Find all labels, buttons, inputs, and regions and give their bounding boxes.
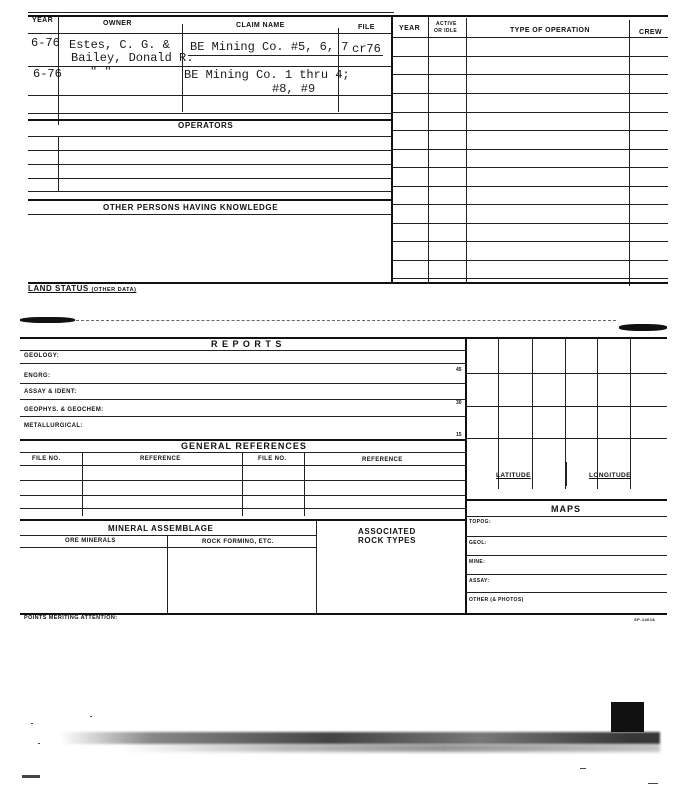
act-line-8 [392,186,668,187]
land-status-label-wrap [28,284,136,293]
grid-h1 [466,373,667,374]
report-num-45: 45 [456,367,462,373]
act-line-9 [392,204,668,205]
maps-geol: GEOL: [469,540,487,546]
report-engrg: ENGRG: [24,373,51,379]
claim-row-1-year: 6-76 [31,36,60,50]
genref-title: GENERAL REFERENCES [181,441,307,451]
report-metallurgical: METALLURGICAL: [24,423,83,429]
ops-col [58,136,59,192]
scan-noise-band [60,732,660,744]
genref-line-2 [20,495,465,496]
grid-h2 [466,406,667,407]
claim-name-header: CLAIM NAME [236,22,285,29]
claim-row-2-owner: Bailey, Donald R. [71,51,194,65]
points-label: POINTS MERITING ATTENTION: [24,615,118,621]
maps-line-3 [466,574,667,575]
genref-line-3 [20,508,465,509]
col-owner-claim [182,24,183,112]
ops-line-5 [28,191,392,192]
maps-topog: TOPOG: [469,519,492,525]
act-line-5 [392,130,668,131]
noise-dot-3 [90,716,92,717]
grid-v2 [532,339,533,489]
top-rule [28,15,668,17]
act-line-0 [392,37,668,38]
grid-v1 [498,339,499,489]
claim-underline [188,55,383,56]
grid-h3 [466,438,667,439]
mineral-title: MINERAL ASSEMBLAGE [108,524,214,533]
other-persons-label: OTHER PERSONS HAVING KNOWLEDGE [103,203,279,212]
reports-title-line [20,350,465,351]
claims-line-2 [28,95,392,96]
noise-dot-1 [31,723,33,724]
ore-minerals-label: ORE MINERALS [65,538,116,544]
genref-col-fileno-2: FILE NO. [258,456,287,462]
claim-row-4-claim: #8, #9 [272,82,316,96]
activity-type-header: TYPE OF OPERATION [510,27,590,34]
act-col-3 [629,20,630,286]
claim-row-3-claim: BE Mining Co. 1 thru 4; [184,68,350,82]
latitude-label: LATITUDE [496,472,531,479]
other-persons-line [28,214,392,215]
ops-line-4 [28,178,392,179]
assoc-rock-label-2: ROCK TYPES [358,536,417,545]
reports-title: R E P O R T S [211,339,283,349]
assoc-rock-label-1: ASSOCIATED [358,527,416,536]
reports-top-rule [20,337,667,339]
edge-mark-right [619,324,667,331]
report-geophys: GEOPHYS. & GEOCHEM: [24,407,104,413]
mineral-header-line [20,547,316,548]
ops-line-3 [28,164,392,165]
maps-line-1 [466,536,667,537]
report-line-4 [20,416,465,417]
rock-forming-label: ROCK FORMING, ETC. [202,539,274,545]
reports-right-border [465,337,467,614]
act-line-10 [392,223,668,224]
report-line-1 [20,363,465,364]
act-line-2 [392,74,668,75]
claims-line-1 [28,66,392,67]
maps-mine: MINE: [469,559,486,565]
scan-dark-square [611,702,644,732]
act-line-1 [392,56,668,57]
report-num-30: 30 [456,400,462,406]
operators-label: OPERATORS [178,121,234,130]
grid-v4 [597,339,598,489]
claim-row-3-year: 6-76 [33,67,62,81]
act-line-4 [392,112,668,113]
noise-dot-2 [38,743,40,744]
latlong-divider [566,462,567,486]
noise-dot-4 [22,775,40,778]
activity-active-header: ACTIVE [436,21,457,27]
maps-title-line [466,516,667,517]
scan-noise-band-2 [120,744,660,752]
file-header: FILE [358,24,375,31]
act-line-7 [392,167,668,168]
genref-v2 [242,452,243,516]
genref-col-ref-2: REFERENCE [362,457,403,463]
other-persons-rule [28,199,392,201]
claim-row-1-file: cr76 [352,42,381,56]
maps-line-2 [466,555,667,556]
report-line-2 [20,383,465,384]
longitude-label: LONGITUDE [589,472,631,479]
maps-top-rule [466,499,667,501]
maps-line-4 [466,592,667,593]
edge-mark-left [20,317,75,323]
report-line-3 [20,399,465,400]
claims-header-line [28,33,392,34]
mineral-top-rule [20,519,465,521]
report-assay: ASSAY & IDENT: [24,389,77,395]
report-num-15: 15 [456,432,462,438]
activity-idle-header: OR IDLE [434,28,458,34]
report-geology: GEOLOGY: [24,353,60,359]
activity-crew-header: CREW [639,29,662,36]
claims-line-3 [28,113,392,114]
land-status-sub: (OTHER DATA) [91,287,137,293]
claim-row-3-owner: " " [90,65,112,79]
maps-other: OTHER (& PHOTOS) [469,597,524,603]
form-number: SP-14618 [634,617,655,622]
claim-row-1-claim: BE Mining Co. #5, 6, 7 [190,40,349,54]
noise-dot-6 [648,783,658,784]
maps-title: MAPS [551,504,582,514]
genref-col-fileno-1: FILE NO. [32,456,61,462]
activity-year-header: YEAR [399,25,421,32]
owner-header: OWNER [103,20,132,27]
claim-row-1-owner: Estes, C. G. & [69,38,170,52]
act-line-13 [392,278,668,279]
genref-v1 [82,452,83,516]
land-status-line [76,320,616,321]
genref-col-ref-1: REFERENCE [140,456,181,462]
ops-line-1 [28,136,392,137]
noise-dot-5 [580,768,586,769]
land-status-label: LAND STATUS [28,284,89,293]
top-rule-2 [28,12,394,13]
ops-line-2 [28,150,392,151]
genref-line-1 [20,480,465,481]
maps-assay: ASSAY: [469,578,490,584]
grid-v5 [630,339,631,489]
mineral-assoc-divider [316,519,317,614]
act-line-3 [392,93,668,94]
act-line-6 [392,149,668,150]
genref-v3 [304,452,305,516]
act-col-2 [466,18,467,284]
genref-header-line [20,465,465,466]
act-line-12 [392,260,668,261]
mineral-title-line [20,535,316,536]
year-header: YEAR [32,17,54,24]
act-line-11 [392,241,668,242]
